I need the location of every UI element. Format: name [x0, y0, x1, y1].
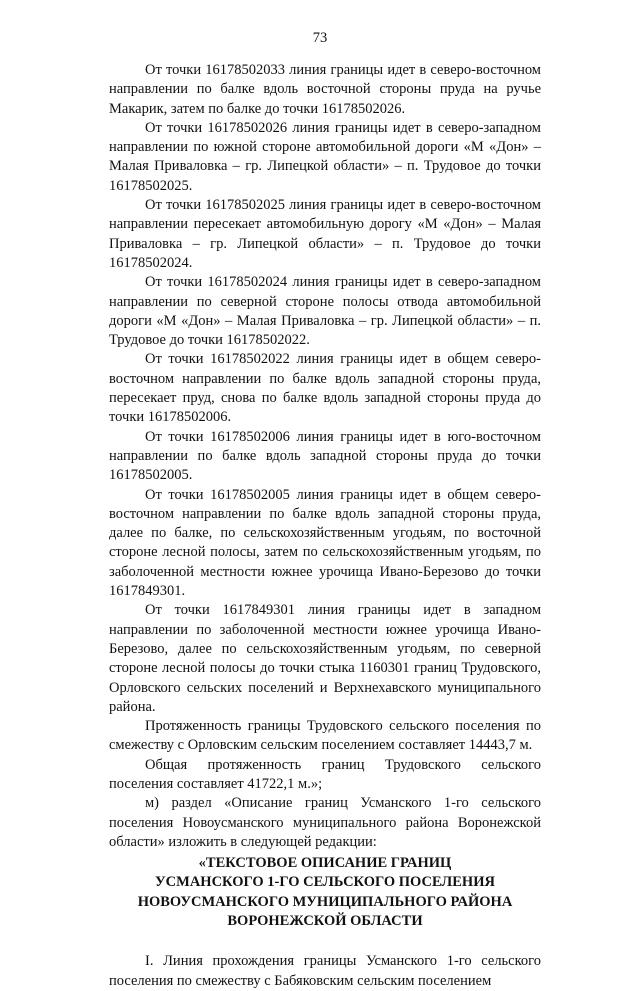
- heading-line-2: УСМАНСКОГО 1-ГО СЕЛЬСКОГО ПОСЕЛЕНИЯ: [155, 874, 495, 891]
- paragraph-5: От точки 16178502022 линия границы идет в общем северо-восточном направлении по балке вдоль западной стороны пруда, пересекает пруд, снова по балке вдоль западной стороны пруда до точки 16178502006.: [109, 351, 541, 426]
- section-title: I. Линия прохождения границы Усманского 1-го сельского поселения по смежеству с Бабяковским сельским поселением: [109, 953, 541, 989]
- paragraph-1: От точки 16178502033 линия границы идет в северо-восточном направлении по балке вдоль восточной стороны пруда на ручье Макарик, затем по балке до точки 16178502026.: [109, 62, 541, 117]
- heading-line-1: «ТЕКСТОВОЕ ОПИСАНИЕ ГРАНИЦ: [198, 855, 452, 872]
- paragraph-6: От точки 16178502006 линия границы идет в юго-восточном направлении по балке вдоль западной стороны пруда до точки 16178502005.: [109, 428, 541, 484]
- paragraph-2: От точки 16178502026 линия границы идет в северо-западном направлении по южной стороне автомобильной дороги «М «Дон» – Малая Приваловка – гр. Липецкой области» – п. Трудовое до точки 16178502025.: [109, 119, 541, 194]
- paragraph-9: Протяженность границы Трудовского сельского поселения по смежеству с Орловским сельским поселением составляет 14443,7 м.: [109, 718, 541, 754]
- paragraph-7: От точки 16178502005 линия границы идет в общем северо-восточном направлении по балке вдоль западной стороны пруда, далее по балке, по сельскохозяйственным угодьям, по восточной стороне лесной полосы, затем по сельскохозяйственным угодьям, по заболоченной местности южнее урочища Ивано-Березово до точки 1617849301.: [109, 486, 541, 600]
- paragraph-11: м) раздел «Описание границ Усманского 1-го сельского поселения Новоусманского муниципального района Воронежской области» изложить в следующей редакции:: [109, 795, 541, 850]
- page-number: 73: [312, 30, 328, 46]
- paragraph-4: От точки 16178502024 линия границы идет в северо-западном направлении по северной стороне полосы отвода автомобильной дороги «М «Дон» – Малая Приваловка – гр. Липецкой области» – п. Трудовое до точки 16178502022.: [109, 274, 541, 349]
- paragraph-10: Общая протяженность границ Трудовского сельского поселения составляет 41722,1 м.»;: [109, 756, 541, 792]
- paragraph-8: От точки 1617849301 линия границы идет в западном направлении по заболоченной местности южнее урочища Ивано-Березово, далее по сельскохозяйственным угодьям, по северной стороне лесной полосы до точки стыка 1160301 границ Трудовского, Орловского сельских поселений и Верхнехавского муниципального района.: [109, 602, 541, 715]
- document-body: [109, 61, 541, 991]
- section-heading: [109, 854, 541, 931]
- heading-line-4: ВОРОНЕЖСКОЙ ОБЛАСТИ: [227, 913, 423, 930]
- heading-line-3: НОВОУСМАНСКОГО МУНИЦИПАЛЬНОГО РАЙОНА: [137, 893, 513, 910]
- paragraph-3: От точки 16178502025 линия границы идет в северо-восточном направлении пересекает автомобильную дорогу «М «Дон» – Малая Приваловка – гр. Липецкой области» – п. Трудовое до точки 16178502024.: [109, 197, 541, 271]
